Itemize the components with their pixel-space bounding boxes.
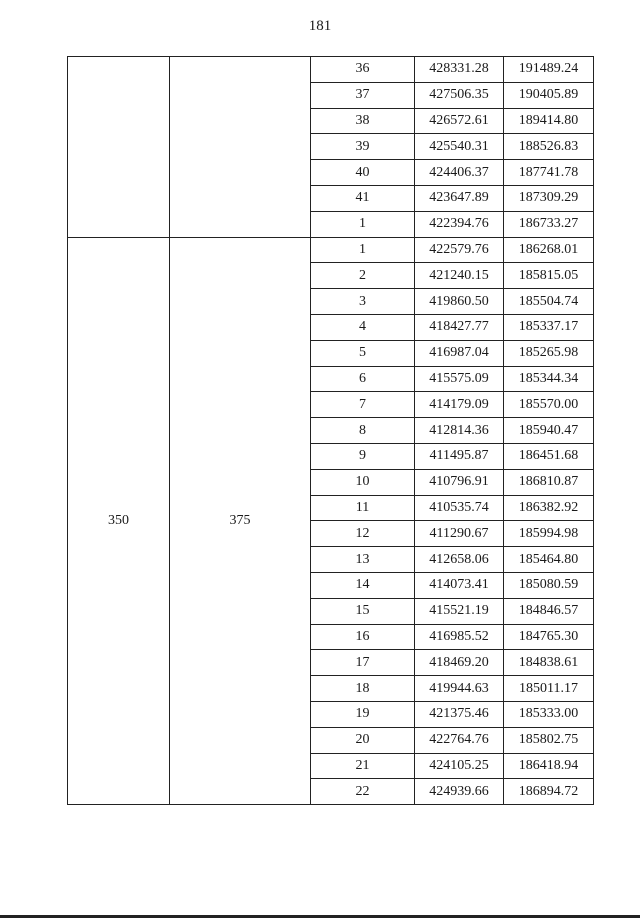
y-coordinate-cell: 188526.83 bbox=[504, 134, 594, 160]
y-coordinate-cell: 185333.00 bbox=[504, 701, 594, 727]
x-coordinate-cell: 424406.37 bbox=[415, 160, 504, 186]
point-number-cell: 21 bbox=[311, 753, 415, 779]
point-number-cell: 3 bbox=[311, 289, 415, 315]
table-row bbox=[68, 57, 594, 83]
x-coordinate-cell: 410535.74 bbox=[415, 495, 504, 521]
x-coordinate-cell: 419860.50 bbox=[415, 289, 504, 315]
y-coordinate-cell: 186810.87 bbox=[504, 469, 594, 495]
y-coordinate-cell: 185802.75 bbox=[504, 727, 594, 753]
y-coordinate-cell: 184838.61 bbox=[504, 650, 594, 676]
y-coordinate-cell: 185815.05 bbox=[504, 263, 594, 289]
point-number-cell: 41 bbox=[311, 185, 415, 211]
x-coordinate-cell: 415521.19 bbox=[415, 598, 504, 624]
group-value-2-cell: 375 bbox=[170, 237, 311, 805]
x-coordinate-cell: 427506.35 bbox=[415, 82, 504, 108]
y-coordinate-cell: 185011.17 bbox=[504, 676, 594, 702]
page-number: 181 bbox=[308, 18, 332, 34]
y-coordinate-cell: 190405.89 bbox=[504, 82, 594, 108]
x-coordinate-cell: 422764.76 bbox=[415, 727, 504, 753]
y-coordinate-cell: 184765.30 bbox=[504, 624, 594, 650]
x-coordinate-cell: 412658.06 bbox=[415, 547, 504, 573]
y-coordinate-cell: 187309.29 bbox=[504, 185, 594, 211]
point-number-cell: 20 bbox=[311, 727, 415, 753]
x-coordinate-cell: 416987.04 bbox=[415, 340, 504, 366]
y-coordinate-cell: 185337.17 bbox=[504, 314, 594, 340]
y-coordinate-cell: 185940.47 bbox=[504, 418, 594, 444]
y-coordinate-cell: 185504.74 bbox=[504, 289, 594, 315]
y-coordinate-cell: 189414.80 bbox=[504, 108, 594, 134]
point-number-cell: 11 bbox=[311, 495, 415, 521]
point-number-cell: 14 bbox=[311, 572, 415, 598]
table-row bbox=[68, 237, 594, 263]
x-coordinate-cell: 424105.25 bbox=[415, 753, 504, 779]
x-coordinate-cell: 422394.76 bbox=[415, 211, 504, 237]
point-number-cell: 17 bbox=[311, 650, 415, 676]
point-number-cell: 1 bbox=[311, 211, 415, 237]
x-coordinate-cell: 411290.67 bbox=[415, 521, 504, 547]
y-coordinate-cell: 185994.98 bbox=[504, 521, 594, 547]
y-coordinate-cell: 187741.78 bbox=[504, 160, 594, 186]
point-number-cell: 19 bbox=[311, 701, 415, 727]
x-coordinate-cell: 410796.91 bbox=[415, 469, 504, 495]
x-coordinate-cell: 421240.15 bbox=[415, 263, 504, 289]
point-number-cell: 7 bbox=[311, 392, 415, 418]
point-number-cell: 16 bbox=[311, 624, 415, 650]
coordinates-table bbox=[67, 56, 594, 805]
point-number-cell: 40 bbox=[311, 160, 415, 186]
group-value-1-cell bbox=[68, 57, 170, 238]
point-number-cell: 12 bbox=[311, 521, 415, 547]
y-coordinate-cell: 185464.80 bbox=[504, 547, 594, 573]
point-number-cell: 9 bbox=[311, 443, 415, 469]
point-number-cell: 4 bbox=[311, 314, 415, 340]
point-number-cell: 22 bbox=[311, 779, 415, 805]
y-coordinate-cell: 186894.72 bbox=[504, 779, 594, 805]
x-coordinate-cell: 423647.89 bbox=[415, 185, 504, 211]
y-coordinate-cell: 186268.01 bbox=[504, 237, 594, 263]
y-coordinate-cell: 185080.59 bbox=[504, 572, 594, 598]
group-value-2-cell bbox=[170, 57, 311, 238]
point-number-cell: 15 bbox=[311, 598, 415, 624]
point-number-cell: 38 bbox=[311, 108, 415, 134]
point-number-cell: 18 bbox=[311, 676, 415, 702]
x-coordinate-cell: 418427.77 bbox=[415, 314, 504, 340]
point-number-cell: 39 bbox=[311, 134, 415, 160]
x-coordinate-cell: 418469.20 bbox=[415, 650, 504, 676]
point-number-cell: 36 bbox=[311, 57, 415, 83]
x-coordinate-cell: 419944.63 bbox=[415, 676, 504, 702]
x-coordinate-cell: 422579.76 bbox=[415, 237, 504, 263]
x-coordinate-cell: 426572.61 bbox=[415, 108, 504, 134]
y-coordinate-cell: 185344.34 bbox=[504, 366, 594, 392]
y-coordinate-cell: 186733.27 bbox=[504, 211, 594, 237]
group-value-1-cell: 350 bbox=[68, 237, 170, 805]
y-coordinate-cell: 186382.92 bbox=[504, 495, 594, 521]
point-number-cell: 6 bbox=[311, 366, 415, 392]
point-number-cell: 5 bbox=[311, 340, 415, 366]
point-number-cell: 13 bbox=[311, 547, 415, 573]
x-coordinate-cell: 411495.87 bbox=[415, 443, 504, 469]
y-coordinate-cell: 186451.68 bbox=[504, 443, 594, 469]
y-coordinate-cell: 185570.00 bbox=[504, 392, 594, 418]
point-number-cell: 37 bbox=[311, 82, 415, 108]
point-number-cell: 8 bbox=[311, 418, 415, 444]
y-coordinate-cell: 184846.57 bbox=[504, 598, 594, 624]
y-coordinate-cell: 185265.98 bbox=[504, 340, 594, 366]
point-number-cell: 10 bbox=[311, 469, 415, 495]
x-coordinate-cell: 421375.46 bbox=[415, 701, 504, 727]
x-coordinate-cell: 428331.28 bbox=[415, 57, 504, 83]
y-coordinate-cell: 191489.24 bbox=[504, 57, 594, 83]
y-coordinate-cell: 186418.94 bbox=[504, 753, 594, 779]
x-coordinate-cell: 425540.31 bbox=[415, 134, 504, 160]
x-coordinate-cell: 416985.52 bbox=[415, 624, 504, 650]
point-number-cell: 2 bbox=[311, 263, 415, 289]
x-coordinate-cell: 414073.41 bbox=[415, 572, 504, 598]
x-coordinate-cell: 424939.66 bbox=[415, 779, 504, 805]
coordinates-table-body bbox=[68, 57, 594, 805]
x-coordinate-cell: 414179.09 bbox=[415, 392, 504, 418]
x-coordinate-cell: 415575.09 bbox=[415, 366, 504, 392]
x-coordinate-cell: 412814.36 bbox=[415, 418, 504, 444]
point-number-cell: 1 bbox=[311, 237, 415, 263]
